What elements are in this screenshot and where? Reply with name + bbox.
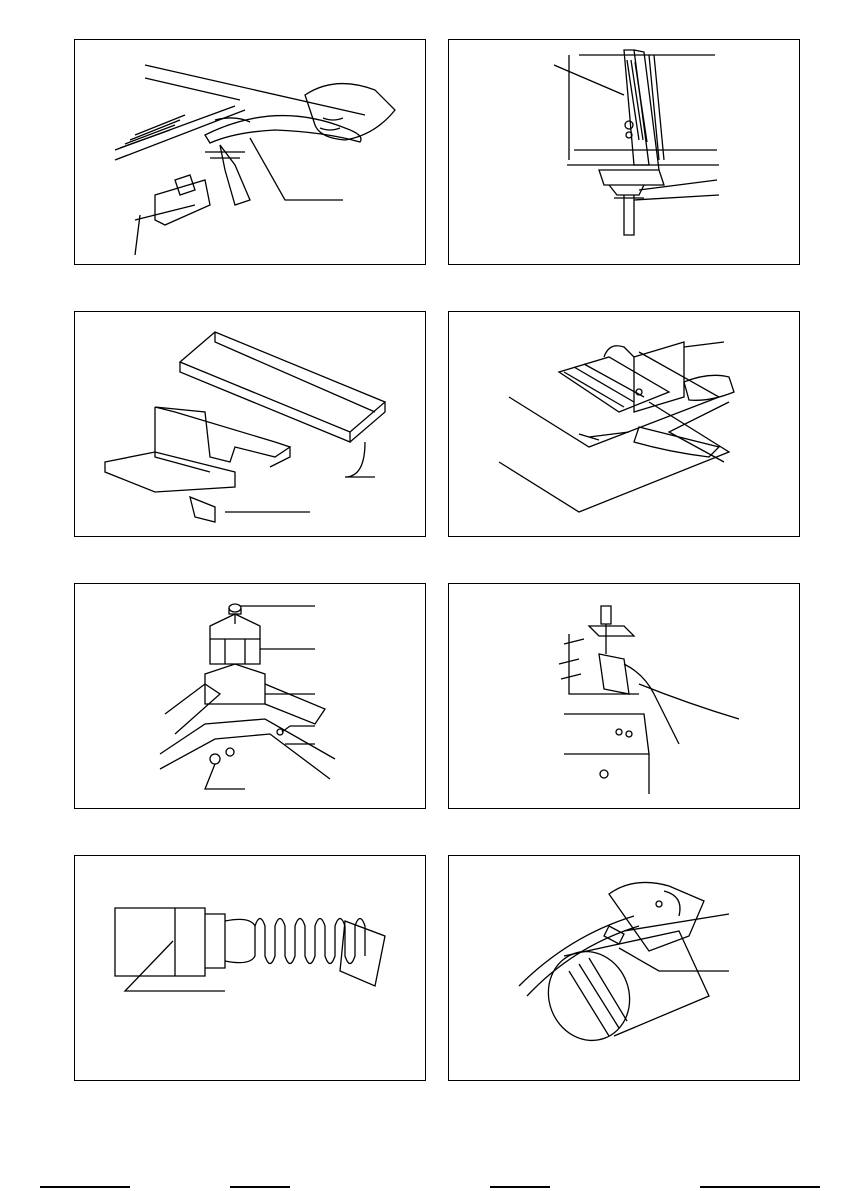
figure-4-panel xyxy=(448,311,800,537)
figure-7-panel xyxy=(74,855,426,1081)
carbon-brush-spring-icon xyxy=(75,856,427,1082)
crop-mark-center-left xyxy=(230,1183,290,1188)
figure-8-panel xyxy=(448,855,800,1081)
saw-operation-icon xyxy=(449,312,801,538)
blade-guard-riving-knife-icon xyxy=(449,40,801,266)
figure-3-panel xyxy=(74,311,426,537)
crop-mark-left xyxy=(40,1183,130,1188)
stand-leg-assembly-icon xyxy=(75,584,427,810)
motor-cord-holder-icon xyxy=(449,856,801,1082)
figure-5-panel xyxy=(74,583,426,809)
cord-clamp-mounting-icon xyxy=(449,584,801,810)
crop-mark-center-right xyxy=(490,1183,550,1188)
figure-1-panel xyxy=(74,39,426,265)
figure-6-panel xyxy=(448,583,800,809)
figure-2-panel xyxy=(448,39,800,265)
crop-mark-right xyxy=(700,1183,820,1188)
push-block-push-stick-icon xyxy=(75,312,427,538)
wrench-blade-removal-icon xyxy=(75,40,427,266)
